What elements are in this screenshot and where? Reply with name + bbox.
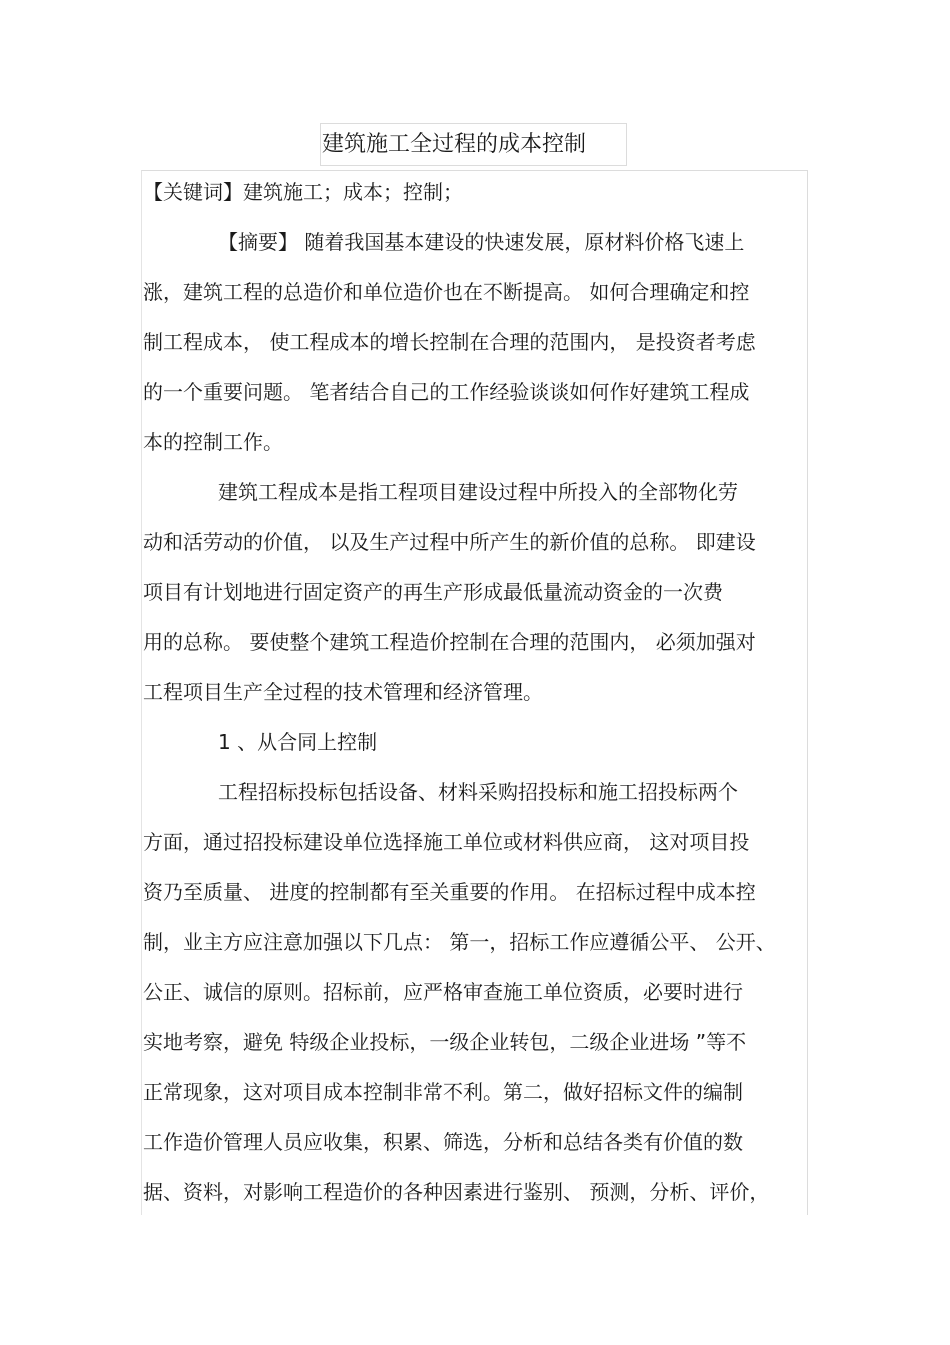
document-title: 建筑施工全过程的成本控制 xyxy=(322,132,587,157)
abstract-line: 的一个重要问题。 笔者结合自己的工作经验谈谈如何作好建筑工程成 xyxy=(143,380,750,404)
keywords-line: 【关键词】建筑施工；成本；控制； xyxy=(143,180,463,204)
paragraph-line: 动和活劳动的价值， 以及生产过程中所产生的新价值的总称。 即建设 xyxy=(143,530,756,554)
paragraph-line: 公正、诚信的原则。招标前，应严格审查施工单位资质，必要时进行 xyxy=(143,980,743,1004)
abstract-line: 涨，建筑工程的总造价和单位造价也在不断提高。 如何合理确定和控 xyxy=(143,280,750,304)
paragraph-line: 方面，通过招投标建设单位选择施工单位或材料供应商， 这对项目投 xyxy=(143,830,750,854)
abstract-line: 本的控制工作。 xyxy=(143,430,283,454)
paragraph-line: 正常现象，这对项目成本控制非常不利。第二，做好招标文件的编制 xyxy=(143,1080,743,1104)
paragraph-line: 资乃至质量、 进度的控制都有至关重要的作用。 在招标过程中成本控 xyxy=(143,880,756,904)
paragraph-line: 制，业主方应注意加强以下几点： 第一，招标工作应遵循公平、 公开、 xyxy=(143,930,776,954)
paragraph-line: 建筑工程成本是指工程项目建设过程中所投入的全部物化劳 xyxy=(218,480,738,504)
paragraph-line: 据、资料，对影响工程造价的各种因素进行鉴别、 预测，分析、评价， xyxy=(143,1180,770,1204)
section-heading: 1 、从合同上控制 xyxy=(218,730,378,754)
abstract-line: 【摘要】 随着我国基本建设的快速发展，原材料价格飞速上 xyxy=(218,230,745,254)
paragraph-line: 工程招标投标包括设备、材料采购招投标和施工招投标两个 xyxy=(218,780,738,804)
paragraph-line: 实地考察，避免 特级企业投标，一级企业转包，二级企业进场 ”等不 xyxy=(143,1030,747,1054)
abstract-line: 制工程成本， 使工程成本的增长控制在合理的范围内， 是投资者考虑 xyxy=(143,330,756,354)
paragraph-line: 项目有计划地进行固定资产的再生产形成最低量流动资金的一次费 xyxy=(143,580,723,604)
paragraph-line: 用的总称。 要使整个建筑工程造价控制在合理的范围内， 必须加强对 xyxy=(143,630,756,654)
paragraph-line: 工程项目生产全过程的技术管理和经济管理。 xyxy=(143,680,543,704)
paragraph-line: 工作造价管理人员应收集，积累、筛选，分析和总结各类有价值的数 xyxy=(143,1130,743,1154)
